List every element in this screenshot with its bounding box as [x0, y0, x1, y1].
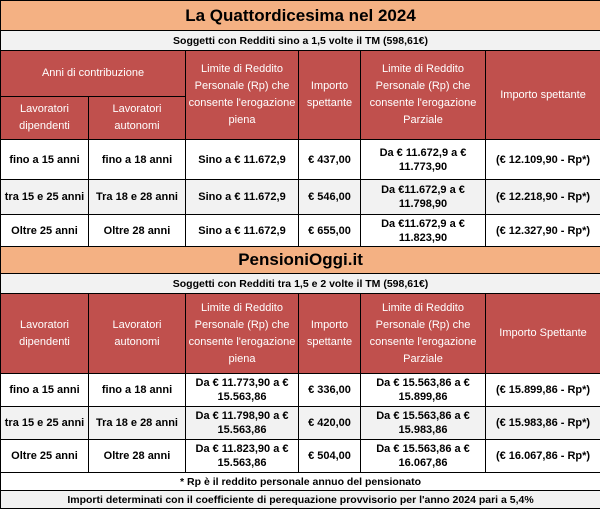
footer-perequazione: Importi determinati con il coefficiente di perequazione provvisorio per l'anno 2024 pari a 5,4%: [1, 491, 600, 509]
cell-limite-piena: Da € 11.798,90 a € 15.563,86: [186, 407, 299, 440]
cell-limite-piena: Da € 11.823,90 a € 15.563,86: [186, 440, 299, 473]
cell-autonomi: Tra 18 e 28 anni: [89, 180, 186, 215]
header-importo-parziale: Importo Spettante: [486, 294, 600, 374]
cell-importo-parziale: (€ 15.983,86 - Rp*): [486, 407, 600, 440]
header-autonomi: Lavoratori autonomi: [89, 97, 186, 140]
header-anni-contribuzione: Anni di contribuzione: [1, 51, 186, 97]
cell-importo: € 504,00: [299, 440, 361, 473]
cell-limite-parziale: Da €11.672,9 a € 11.798,90: [361, 180, 486, 215]
header-importo: Importo spettante: [299, 294, 361, 374]
page-title: La Quattordicesima nel 2024: [1, 1, 600, 31]
cell-limite-parziale: Da € 15.563,86 a € 15.899,86: [361, 374, 486, 407]
table-row: [1, 180, 600, 215]
cell-importo-parziale: (€ 12.109,90 - Rp*): [486, 140, 600, 180]
cell-dipendenti: tra 15 e 25 anni: [1, 407, 89, 440]
header-autonomi: Lavoratori autonomi: [89, 294, 186, 374]
section1-subtitle: Soggetti con Redditi sino a 1,5 volte il TM (598,61€): [1, 31, 600, 51]
cell-autonomi: Tra 18 e 28 anni: [89, 407, 186, 440]
cell-importo: € 546,00: [299, 180, 361, 215]
cell-limite-parziale: Da € 15.563,86 a € 15.983,86: [361, 407, 486, 440]
header-importo: Importo spettante: [299, 51, 361, 140]
cell-autonomi: Oltre 28 anni: [89, 440, 186, 473]
table-row: [1, 440, 600, 473]
cell-autonomi: fino a 18 anni: [89, 374, 186, 407]
header-limite-piena: Limite di Reddito Personale (Rp) che consente l'erogazione piena: [186, 51, 299, 140]
cell-importo: € 655,00: [299, 215, 361, 247]
cell-dipendenti: tra 15 e 25 anni: [1, 180, 89, 215]
cell-dipendenti: fino a 15 anni: [1, 374, 89, 407]
header-limite-parziale: Limite di Reddito Personale (Rp) che consente l'erogazione Parziale: [361, 51, 486, 140]
cell-autonomi: fino a 18 anni: [89, 140, 186, 180]
cell-limite-piena: Sino a € 11.672,9: [186, 140, 299, 180]
table-row: [1, 140, 600, 180]
cell-dipendenti: Oltre 25 anni: [1, 215, 89, 247]
cell-importo: € 437,00: [299, 140, 361, 180]
cell-limite-piena: Sino a € 11.672,9: [186, 180, 299, 215]
cell-limite-parziale: Da €11.672,9 a € 11.823,90: [361, 215, 486, 247]
header-importo-parziale: Importo spettante: [486, 51, 600, 140]
footnote-rp: * Rp è il reddito personale annuo del pensionato: [1, 473, 600, 491]
cell-limite-parziale: Da € 11.672,9 a € 11.773,90: [361, 140, 486, 180]
cell-limite-parziale: Da € 15.563,86 a € 16.067,86: [361, 440, 486, 473]
cell-importo: € 420,00: [299, 407, 361, 440]
table-row: [1, 215, 600, 247]
cell-importo-parziale: (€ 15.899,86 - Rp*): [486, 374, 600, 407]
cell-limite-piena: Sino a € 11.672,9: [186, 215, 299, 247]
cell-autonomi: Oltre 28 anni: [89, 215, 186, 247]
table-row: [1, 374, 600, 407]
header-limite-piena: Limite di Reddito Personale (Rp) che consente l'erogazione piena: [186, 294, 299, 374]
section2-subtitle: Soggetti con Redditi tra 1,5 e 2 volte il TM (598,61€): [1, 274, 600, 294]
cell-importo-parziale: (€ 12.218,90 - Rp*): [486, 180, 600, 215]
cell-importo: € 336,00: [299, 374, 361, 407]
table-row: [1, 407, 600, 440]
cell-importo-parziale: (€ 16.067,86 - Rp*): [486, 440, 600, 473]
brand-banner: PensioniOggi.it: [1, 247, 600, 274]
header-dipendenti: Lavoratori dipendenti: [1, 97, 89, 140]
header-limite-parziale: Limite di Reddito Personale (Rp) che consente l'erogazione Parziale: [361, 294, 486, 374]
cell-limite-piena: Da € 11.773,90 a € 15.563,86: [186, 374, 299, 407]
cell-dipendenti: fino a 15 anni: [1, 140, 89, 180]
header-dipendenti: Lavoratori dipendenti: [1, 294, 89, 374]
cell-importo-parziale: (€ 12.327,90 - Rp*): [486, 215, 600, 247]
cell-dipendenti: Oltre 25 anni: [1, 440, 89, 473]
